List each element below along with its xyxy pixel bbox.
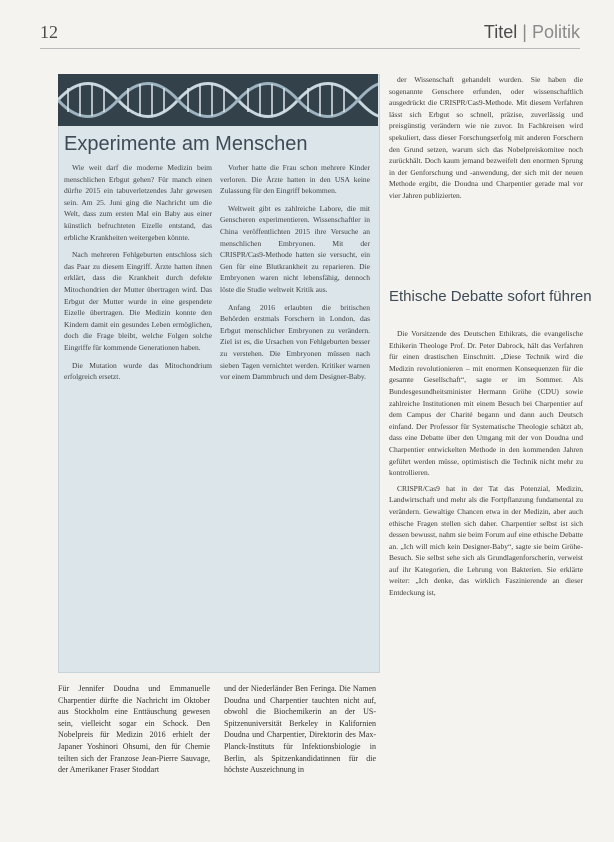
right-column-body bbox=[389, 328, 583, 603]
box-col2-paragraph-1: Vorher hatte die Frau schon mehrere Kinder verloren. Die Ärzte hatten in den USA keine Zulassung für den Eingriff bekommen. bbox=[220, 163, 370, 196]
bottom-paragraph-1: Für Jennifer Doudna und Emmanuelle Charpentier dürfte die Nachricht im Oktober aus Stockholm eine Enttäuschung gewesen sein, vielleicht sogar ein Schock. Den Nobelpreis für Medizin 2016 erhielt der Japaner Yoshinori Ohsumi, den für Chemie teilten sich der Franzose Jean-Pierre Sauvage, der Amerikaner Fraser Stoddart bbox=[58, 684, 210, 775]
dna-illustration bbox=[58, 74, 378, 126]
right-paragraph-3: CRISPR/Cas9 hat in der Tat das Potenzial, Medizin, Landwirtschaft und mehr als die Fortpflanzung fundamental zu verändern. Gewaltige Chancen etwa in der Medizin, aber auch ethische Fragen stellen sich daher. Charpentier selbst ist sich dessen bewusst, nahm sie beim Forum auf eine ethische Debatte an. „Ich will mich kein Designer-Baby“, sagte sie beim Gröhe-Besuch. Sie selbst sehe sich als Grundlagenforscherin, verweist auf ihr Kategorien, die Lehrung von Bakterien. Sie erklärte weiter: „Ich denke, das wirklich Faszinierende an dieser Entdeckung ist, bbox=[389, 483, 583, 598]
box-col1-paragraph-1: Wie weit darf die moderne Medizin beim menschlichen Erbgut gehen? Für manch einen dürfte 2015 ein tabuverletzendes Jahr gewesen sein. Am 25. Juni ging die Nachricht um die Welt, dass zum ersten Mal ein Baby aus einer künstlich befruchteten Eizelle entstand, das erbliche Krankheiten weitergeben könnte. bbox=[64, 163, 212, 242]
box-col2-paragraph-2: Weltweit gibt es zahlreiche Labore, die mit Genscheren experimentieren. Wissenschaftler in China veröffentlichten 2015 ihre Versuche an menschlichen Embryonen. Mit der CRISPR/Cas9-Methode hatten sie versucht, ein Gen für eine Blutkrankheit zu reparieren. Die Embryonen waren nicht lebensfähig, dennoch löste die Studie weltweit Kritik aus. bbox=[220, 203, 370, 294]
right-column-top bbox=[389, 74, 583, 206]
box-column-1 bbox=[64, 162, 212, 389]
box-column-2 bbox=[220, 162, 370, 389]
section-divider: | bbox=[522, 22, 527, 42]
subsection-label: Politik bbox=[531, 22, 580, 42]
right-paragraph-1: der Wissenschaft gehandelt wurden. Sie haben die sogenannte Genschere erfunden, oder wissenschaftlich ausgedrückt die CRISPR/Cas9-Methode. Mit diesem Verfahren lässt sich Erbgut so schnell, präzise, zuverlässig und preisgünstig verändern wie nie zuvor. In Fachkreisen wird spekuliert, dass dieser Forschungserfolg mit anderen Forschern den Grund setzen, warum sich das Nobelpreiskomitee noch zurückhält. Doch kaum jemand bezweifelt den enormen Sprung in der Genforschung und -anwendung, der sich mit der neuen Methode ergibt, die Doudna und Charpentier gerade mal vor vier Jahren publizierten. bbox=[389, 75, 583, 200]
right-column-heading: Ethische Debatte sofort führen bbox=[389, 288, 592, 305]
box-col1-paragraph-3: Die Mutation wurde das Mitochondrium erfolgreich ersetzt. bbox=[64, 360, 212, 382]
box-col2-paragraph-3: Anfang 2016 erlaubten die britischen Behörden erstmals Forschern in London, das Erbgut menschlicher Embryonen zu verändern. Ziel ist es, die Ursachen von Fehlgeburten besser zu verstehen. Die Embryonen müssen nach sieben Tagen vernichtet werden. Kritiker warnen vor einem Dammbruch und dem Designer-Baby. bbox=[220, 302, 370, 382]
section-title bbox=[484, 22, 580, 43]
bottom-column-2 bbox=[224, 683, 376, 776]
bottom-paragraph-2: und der Niederländer Ben Feringa. Die Namen Doudna und Charpentier tauchten nicht auf, obwohl die Biochemikerin an der US-Spitzenuniversität Berkeley in Kalifornien Doudna und Charpentier, Direktorin des Max-Planck-Instituts für Infektionsbiologie in Berlin, als Spitzenkandidatinnen für die höchste Auszeichnung in bbox=[224, 684, 376, 775]
bottom-column-1 bbox=[58, 683, 210, 776]
right-paragraph-2: Die Vorsitzende des Deutschen Ethikrats, die evangelische Ethikerin Theologe Prof. Dr. Peter Dabrock, hält das Verfahren für einen drastischen Einschnitt. „Diese Technik wird die Medizin revolutionieren – mit enormen Konsequenzen für die gesamte Gesellschaft“, sagte er im Sommer. Als Bundesgesundheitsminister Hermann Gröhe (CDU) sowie zahlreiche Institutionen mit einem Besuch bei Charpentier auf dem Campus der Charité begann und dann auch Deutsch einfand. Der Professor für Systematische Theologie schätzt ab, dass eine Debatte über den Umgang mit der von Doudna und Charpentier entwickelten Methode in den kommenden Jahren geführt werden müsse, optimistisch die Technik nicht mehr zu kontrollieren. bbox=[389, 329, 583, 478]
section-label: Titel bbox=[483, 22, 518, 42]
box-title: Experimente am Menschen bbox=[64, 133, 308, 155]
box-col1-paragraph-2: Nach mehreren Fehlgeburten entschloss sich das Paar zu diesem Eingriff. Ärzte hatten ihnen erklärt, dass die Krankheit durch defekte Mitochondrien der Mutter übertragen wird. Das Erbgut der Mutter wurde in eine gespendete Eizelle übertragen. Die Medizin konnte den Kindern damit ein gesundes Leben ermöglichen, doch die Frage bleibt, welche Folgen solche Eingriffe für kommende Generationen haben. bbox=[64, 250, 212, 352]
top-rule bbox=[40, 48, 580, 49]
page-number: 12 bbox=[40, 22, 58, 42]
